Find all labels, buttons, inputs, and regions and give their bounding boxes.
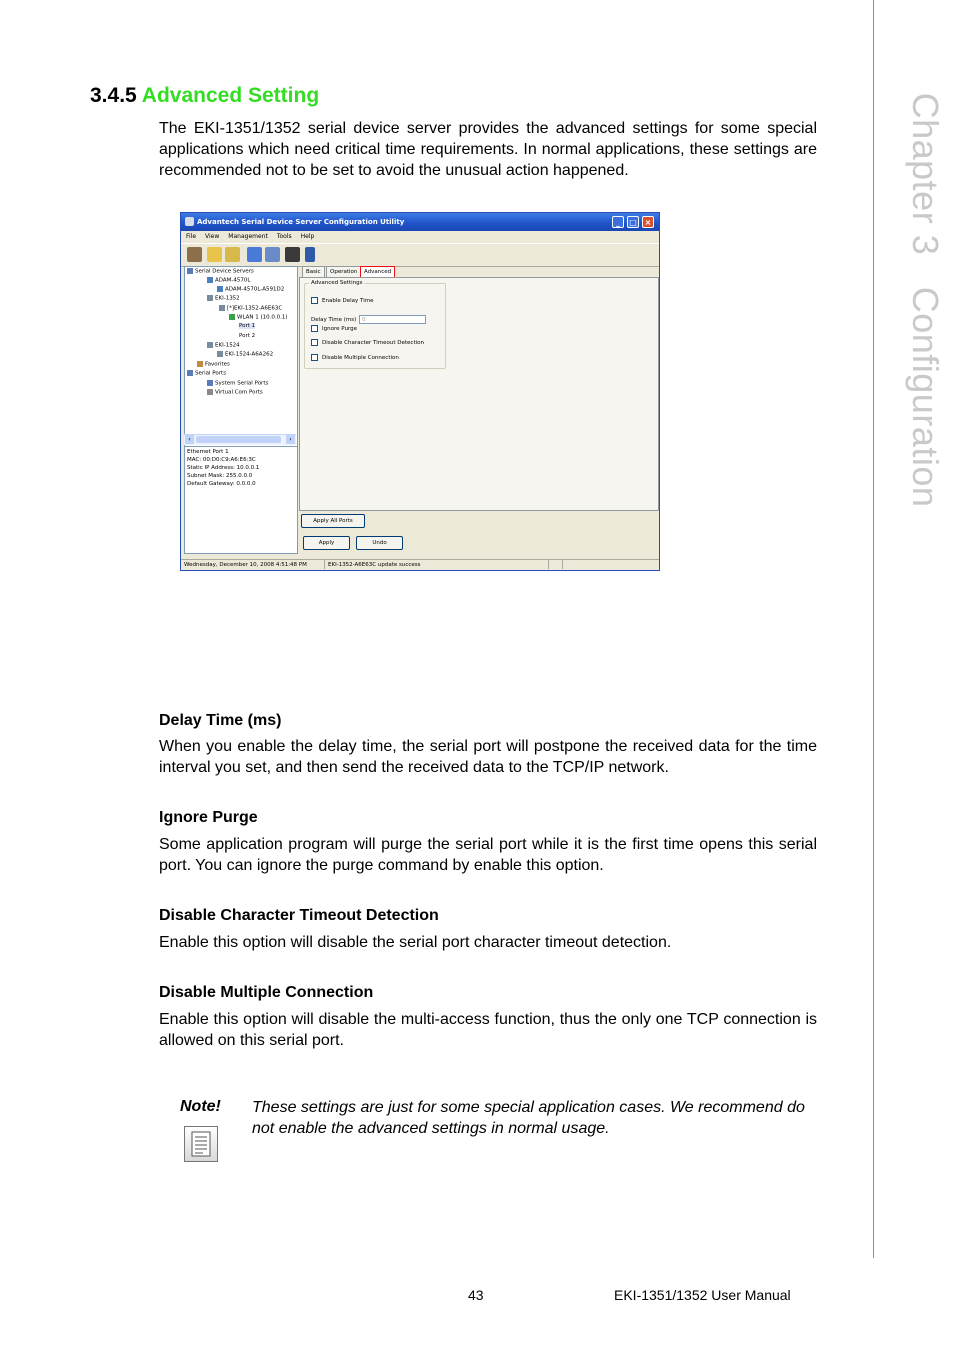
scroll-right-icon[interactable]: › <box>286 435 295 444</box>
refresh-icon[interactable] <box>247 247 262 262</box>
chapter-label: Chapter 3 <box>905 92 946 256</box>
server-icon <box>187 268 193 274</box>
advanced-settings-group <box>304 280 446 369</box>
enable-delay-checkbox[interactable] <box>311 297 373 304</box>
disable-timeout-heading: Disable Character Timeout Detection <box>159 907 439 924</box>
side-divider <box>873 0 874 1258</box>
disable-multi-checkbox[interactable] <box>311 354 399 361</box>
delay-time-heading: Delay Time (ms) <box>159 712 282 729</box>
device-icon <box>219 305 225 311</box>
favorites-icon <box>197 361 203 367</box>
note-document-icon <box>184 1126 218 1162</box>
device-icon <box>207 295 213 301</box>
tree-item[interactable]: System Serial Ports <box>215 380 269 387</box>
section-heading <box>90 84 319 108</box>
page-number: 43 <box>468 1287 484 1303</box>
menu-management[interactable]: Management <box>228 233 268 240</box>
disable-multi-text: Enable this option will disable the multi-access function, thus the only one TCP connection is allowed on this serial port. <box>159 1011 817 1049</box>
tree-item[interactable]: Virtual Com Ports <box>215 389 263 396</box>
status-indicator <box>553 560 563 569</box>
tree-item[interactable]: ADAM-4570L-A591D2 <box>225 286 285 293</box>
disconnect-icon[interactable] <box>305 247 315 262</box>
apply-all-ports-button[interactable]: Apply All Ports <box>301 514 365 528</box>
config-utility-screenshot <box>180 212 660 571</box>
tree-item[interactable]: Favorites <box>205 361 230 368</box>
disable-multi-heading: Disable Multiple Connection <box>159 984 374 1001</box>
monitor-icon[interactable] <box>265 247 280 262</box>
ignore-purge-text: Some application program will purge the serial port while it is the first time opens this serial port. You can ignore the purge command by enable this option. <box>159 836 817 874</box>
port-icon <box>207 389 213 395</box>
close-icon[interactable]: × <box>642 216 654 228</box>
delay-time-input[interactable]: 0 <box>359 315 426 324</box>
group-title: Advanced Settings <box>311 280 363 286</box>
tree-item[interactable]: Serial Device Servers <box>195 268 254 275</box>
minimize-icon[interactable]: _ <box>612 216 624 228</box>
device-icon <box>217 286 223 292</box>
enable-delay-label: Enable Delay Time <box>322 298 374 304</box>
tree-item[interactable]: EKI-1524-A6A262 <box>225 351 274 358</box>
note-label: Note! <box>180 1098 221 1115</box>
intro-paragraph: The EKI-1351/1352 serial device server provides the advanced settings for some special applications which need critical time requirements. In normal applications, these settings are recommended not to be set to avoid the unusual action happened. <box>159 120 817 179</box>
device-icon <box>207 277 213 283</box>
find-icon[interactable] <box>285 247 300 262</box>
delay-time-label: Delay Time (ms) <box>311 317 357 323</box>
info-line: MAC: 00:D0:C9:A6:E6:3C <box>187 457 256 463</box>
menu-file[interactable]: File <box>186 233 197 240</box>
disable-multi-label: Disable Multiple Connection <box>322 355 399 361</box>
chapter-section-label: Configuration <box>905 286 946 508</box>
section-number: 3.4.5 <box>90 84 137 107</box>
status-bar <box>181 559 659 570</box>
delay-time-text: When you enable the delay time, the serial port will postpone the received data for the time interval you set, and then send the received data to the TCP/IP network. <box>159 738 817 776</box>
tree-scrollbar[interactable] <box>184 434 296 445</box>
menu-help[interactable]: Help <box>300 233 315 240</box>
port-icon <box>207 380 213 386</box>
tab-operation[interactable]: Operation <box>326 266 361 277</box>
advanced-panel <box>299 277 659 511</box>
note-text: These settings are just for some special application cases. We recommend do not enable the advanced settings in normal usage. <box>252 1099 805 1137</box>
tree-item[interactable]: [*]EKI-1352-A6E63C <box>227 305 283 312</box>
tree-item[interactable]: WLAN 1 (10.0.0.1) <box>237 314 288 321</box>
ignore-purge-heading: Ignore Purge <box>159 809 258 826</box>
info-line: Default Gateway: 0.0.0.0 <box>187 481 256 487</box>
menu-bar <box>181 231 659 242</box>
disable-timeout-checkbox[interactable] <box>311 339 424 346</box>
settings-icon[interactable] <box>225 247 240 262</box>
tree-item[interactable]: Port 2 <box>239 333 256 339</box>
serial-ports-icon <box>187 370 193 376</box>
status-message: EKI-1352-A6E63C update success <box>325 560 549 569</box>
scroll-thumb[interactable] <box>196 436 281 443</box>
device-icon <box>207 342 213 348</box>
maximize-icon[interactable]: □ <box>627 216 639 228</box>
disable-timeout-text: Enable this option will disable the serial port character timeout detection. <box>159 934 672 951</box>
app-icon <box>185 217 194 226</box>
tree-item-selected[interactable]: Port 1 <box>239 323 256 329</box>
tab-advanced[interactable]: Advanced <box>360 266 395 278</box>
chapter-side-tab <box>905 90 945 510</box>
manual-title: EKI-1351/1352 User Manual <box>614 1287 791 1303</box>
wlan-icon <box>229 314 235 320</box>
scroll-left-icon[interactable]: ‹ <box>185 435 194 444</box>
device-icon <box>217 351 223 357</box>
info-line: Static IP Address: 10.0.0.1 <box>187 465 260 471</box>
tree-item[interactable]: EKI-1352 <box>215 295 240 302</box>
apply-button[interactable]: Apply <box>303 536 350 550</box>
menu-view[interactable]: View <box>205 233 220 240</box>
status-datetime: Wednesday, December 10, 2008 4:51:48 PM <box>181 560 325 569</box>
window-title: Advantech Serial Device Server Configuration Utility <box>197 218 405 226</box>
menu-tools[interactable]: Tools <box>276 233 292 240</box>
toolbar <box>181 243 659 267</box>
disable-timeout-label: Disable Character Timeout Detection <box>322 340 424 346</box>
tab-basic[interactable]: Basic <box>302 266 325 277</box>
info-line: Subnet Mask: 255.0.0.0 <box>187 473 253 479</box>
section-title: Advanced Setting <box>141 84 320 107</box>
port-info-panel <box>184 446 298 554</box>
device-tree <box>184 266 298 448</box>
ignore-purge-checkbox[interactable] <box>311 325 357 332</box>
undo-button[interactable]: Undo <box>356 536 403 550</box>
search-devices-icon[interactable] <box>187 247 202 262</box>
add-device-icon[interactable] <box>207 247 222 262</box>
ignore-purge-label: Ignore Purge <box>322 326 357 332</box>
window-titlebar <box>181 213 659 231</box>
info-line: Ethernet Port 1 <box>187 449 229 455</box>
tree-item[interactable]: ADAM-4570L <box>215 277 251 284</box>
tree-item[interactable]: EKI-1524 <box>215 342 240 349</box>
tree-item[interactable]: Serial Ports <box>195 370 227 377</box>
